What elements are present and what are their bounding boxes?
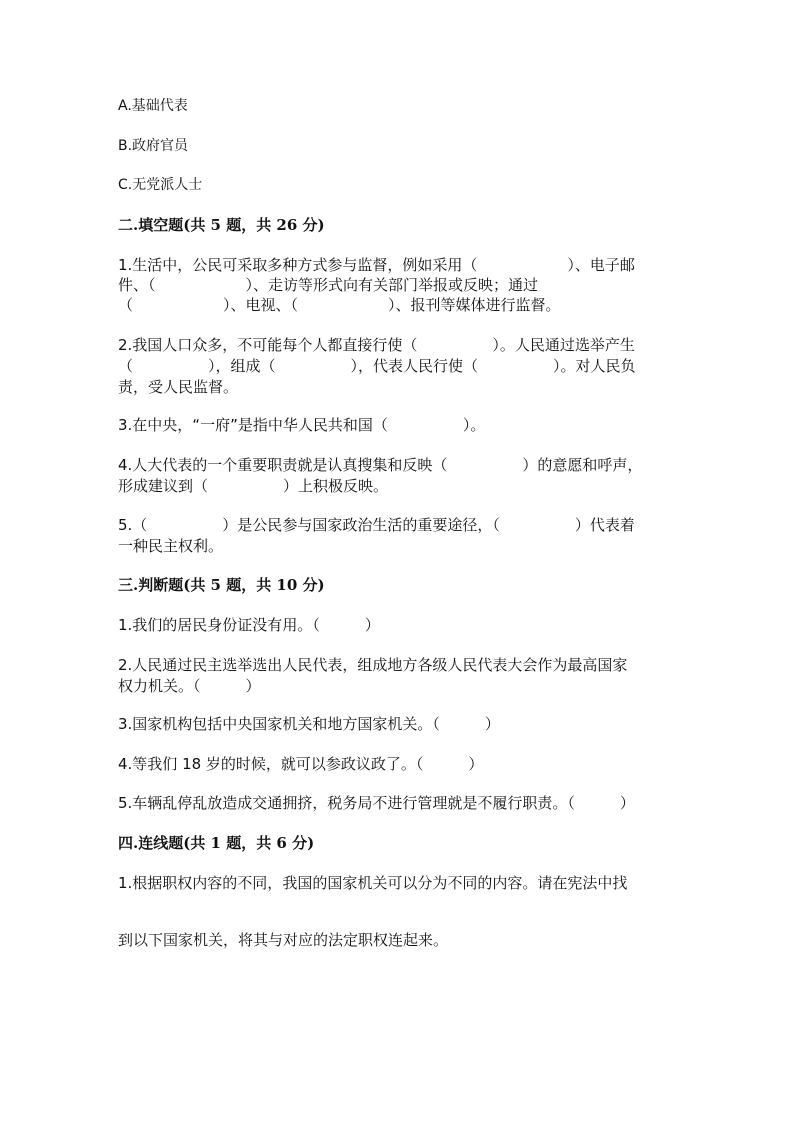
option-a: A.基础代表 <box>118 98 188 114</box>
fill-q1-line2: 件、（ ）、走访等形式向有关部门举报或反映；通过 <box>118 276 539 294</box>
fill-q1-line3: （ ）、电视、（ ）、报刊等媒体进行监督。 <box>118 296 561 314</box>
fill-q4-line1: 4.人大代表的一个重要职责就是认真搜集和反映（ ）的意愿和呼声， <box>118 456 643 474</box>
section-heading-fill-blank: 二.填空题(共 5 题，共 26 分) <box>118 216 325 234</box>
option-c: C.无党派人士 <box>118 177 203 193</box>
fill-q5-line1: 5.（ ）是公民参与国家政治生活的重要途径，（ ）代表着 <box>118 516 635 534</box>
fill-q2-line2: （ ），组成（ ），代表人民行使（ ）。对人民负 <box>118 357 636 375</box>
option-b: B.政府官员 <box>118 138 189 154</box>
fill-q4-line2: 形成建议到（ ）上积极反映。 <box>118 477 389 495</box>
fill-q2-line1: 2.我国人口众多，不可能每个人都直接行使（ ）。人民通过选举产生 <box>118 336 635 354</box>
match-q1-line1: 1.根据职权内容的不同，我国的国家机关可以分为不同的内容。请在宪法中找 <box>118 874 628 892</box>
fill-q5-line2: 一种民主权利。 <box>118 537 224 555</box>
fill-q3-line1: 3.在中央，“一府”是指中华人民共和国（ ）。 <box>118 416 486 434</box>
tf-q5: 5.车辆乱停乱放造成交通拥挤，税务局不进行管理就是不履行职责。（ ） <box>118 794 635 812</box>
tf-q1: 1.我们的居民身份证没有用。（ ） <box>118 616 380 634</box>
fill-q1-line1: 1.生活中，公民可采取多种方式参与监督，例如采用（ ）、电子邮 <box>118 256 635 274</box>
match-q1-line2: 到以下国家机关，将其与对应的法定职权连起来。 <box>118 931 449 949</box>
fill-q2-line3: 责，受人民监督。 <box>118 378 239 396</box>
section-heading-true-false: 三.判断题(共 5 题，共 10 分) <box>118 576 325 594</box>
tf-q4: 4.等我们 18 岁的时候，就可以参政议政了。（ ） <box>118 755 484 773</box>
tf-q2-line2: 权力机关。（ ） <box>118 677 261 695</box>
section-heading-matching: 四.连线题(共 1 题，共 6 分) <box>118 834 315 852</box>
tf-q2-line1: 2.人民通过民主选举选出人民代表，组成地方各级人民代表大会作为最高国家 <box>118 656 628 674</box>
tf-q3: 3.国家机构包括中央国家机关和地方国家机关。（ ） <box>118 715 500 733</box>
